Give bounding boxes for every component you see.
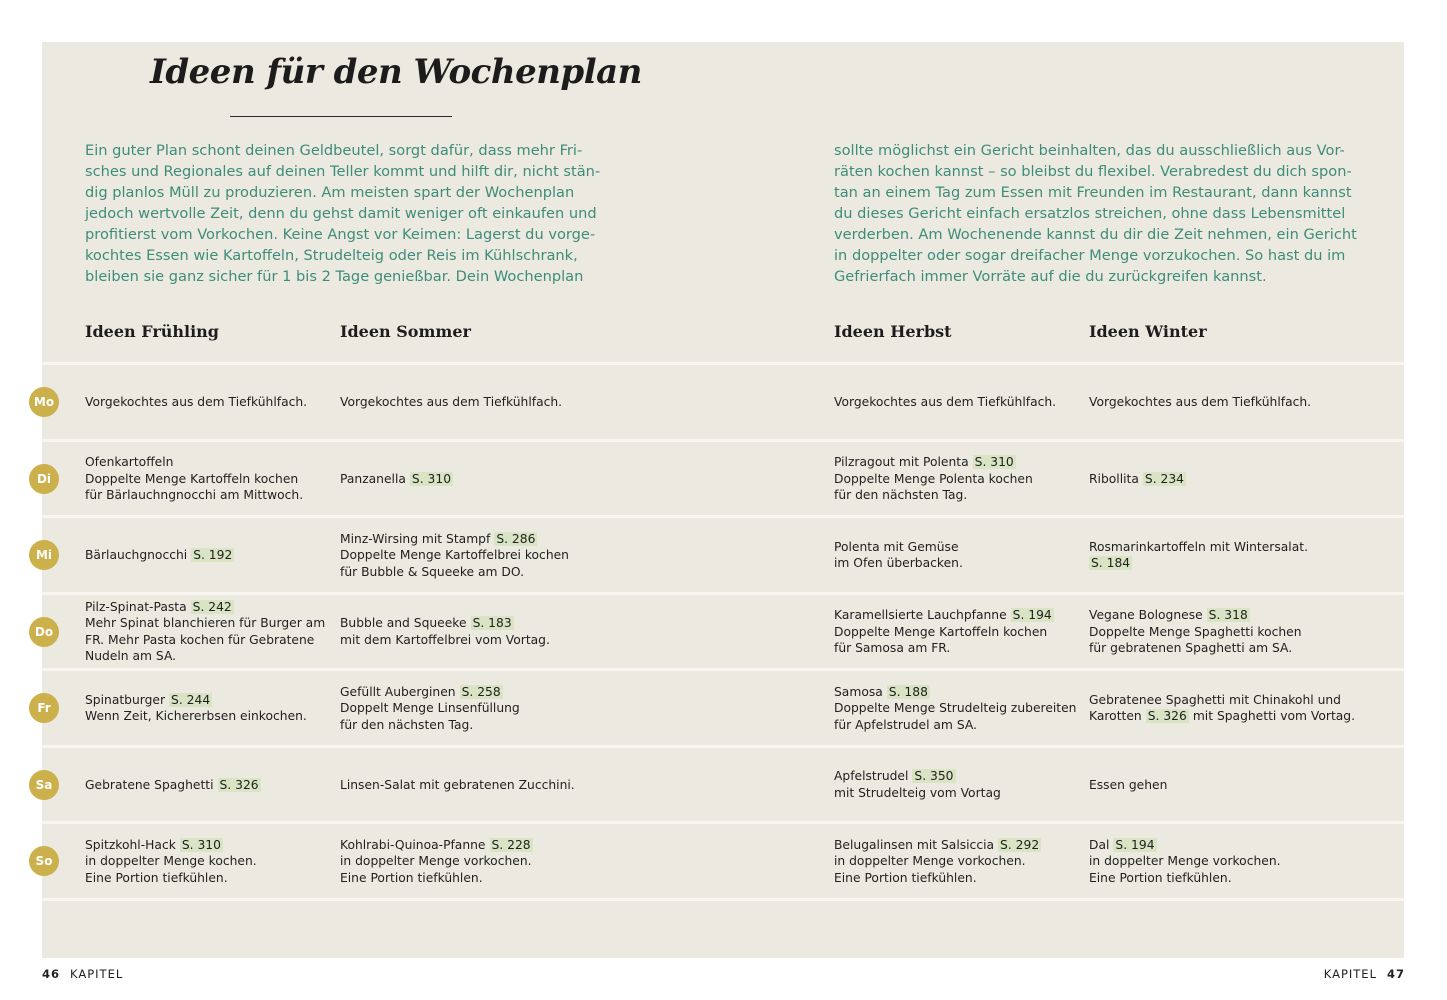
meal-line xyxy=(1089,624,1359,641)
meal-line xyxy=(834,454,1079,471)
meal-text: Doppelte Menge Kartoffeln kochen xyxy=(834,624,1048,639)
meal-line xyxy=(1089,708,1359,725)
meal-text: Mehr Spinat blanchieren für Burger am xyxy=(85,616,326,631)
intro-line: sches und Regionales auf deinen Teller kommt und hilft dir, nicht stän- xyxy=(85,163,601,180)
meal-cell-do-spring xyxy=(85,594,330,671)
day-badge-mo: Mo xyxy=(29,387,59,417)
meal-text: Spinatburger xyxy=(85,692,166,707)
page-reference: S. 292 xyxy=(1000,837,1040,852)
intro-line: tan an einem Tag zum Essen mit Freunden im Restaurant, dann kannst xyxy=(834,184,1352,201)
meal-text: in doppelter Menge vorkochen. xyxy=(340,854,532,868)
meal-line xyxy=(1089,777,1359,794)
intro-line: kochtes Essen wie Kartoffeln, Strudelteig oder Reis im Kühlschrank, xyxy=(85,247,578,264)
meal-text: mit dem Kartoffelbrei vom Vortag. xyxy=(340,632,550,647)
page-reference: S. 310 xyxy=(974,455,1014,469)
season-heading-winter: Ideen Winter xyxy=(1089,322,1207,341)
meal-text: Panzanella xyxy=(340,471,406,486)
meal-cell-so-summer xyxy=(340,823,590,900)
meal-line xyxy=(340,837,590,854)
meal-cell-mo-spring xyxy=(85,364,330,441)
meal-text: Doppelte Menge Spaghetti kochen xyxy=(1089,624,1302,639)
meal-line xyxy=(1089,539,1359,556)
meal-text: Kohlrabi-Quinoa-Pfanne xyxy=(340,837,486,852)
meal-line xyxy=(340,853,590,870)
page-reference: S. 310 xyxy=(181,837,221,852)
meal-line xyxy=(340,471,590,488)
meal-line xyxy=(834,607,1079,624)
meal-line xyxy=(85,777,330,794)
page-reference: S. 242 xyxy=(192,599,232,614)
meal-text: Doppelt Menge Linsenfüllung xyxy=(340,701,520,715)
meal-text: Polenta mit Gemüse xyxy=(834,539,959,554)
meal-line xyxy=(1089,837,1359,854)
meal-line xyxy=(1089,394,1359,411)
meal-text: Gefüllt Auberginen xyxy=(340,684,456,699)
meal-text: Belugalinsen mit Salsiccia xyxy=(834,837,995,852)
page-reference: S. 310 xyxy=(411,471,452,486)
meal-line xyxy=(85,853,330,870)
meal-text: Gebratene Spaghetti xyxy=(85,777,214,792)
meal-cell-di-spring xyxy=(85,441,330,518)
meal-text: Apfelstrudel xyxy=(834,769,909,784)
page-reference: S. 194 xyxy=(1012,608,1052,622)
meal-line xyxy=(834,394,1079,411)
day-badge-mi: Mi xyxy=(29,540,59,570)
intro-line: in doppelter oder sogar dreifacher Menge vorzukochen. So hast du im xyxy=(834,247,1346,264)
meal-text: Samosa xyxy=(834,684,883,699)
meal-line xyxy=(340,531,590,548)
meal-line xyxy=(85,615,330,632)
page-reference: S. 228 xyxy=(491,837,531,852)
intro-line: Gefrierfach immer Vorräte auf die du zurückgreifen kannst. xyxy=(834,268,1267,285)
meal-line xyxy=(834,768,1079,785)
meal-cell-mo-summer xyxy=(340,364,590,441)
intro-line: räten kochen kannst – so bleibst du flexibel. Verabredest du dich spon- xyxy=(834,163,1352,180)
meal-text: Essen gehen xyxy=(1089,777,1168,792)
page-reference: S. 326 xyxy=(1147,709,1187,724)
page-reference: S. 234 xyxy=(1144,471,1185,486)
meal-text: Doppelte Menge Polenta kochen xyxy=(834,471,1033,486)
meal-text-after: mit Spaghetti vom Vortag. xyxy=(1192,709,1356,724)
intro-line: jedoch wertvolle Zeit, denn du gehst damit weniger oft einkaufen und xyxy=(85,205,597,222)
meal-text: für den nächsten Tag. xyxy=(340,717,474,732)
meal-line xyxy=(834,640,1079,657)
meal-line xyxy=(85,394,330,411)
intro-text-left xyxy=(85,140,615,287)
meal-text: Wenn Zeit, Kichererbsen einkochen. xyxy=(85,709,307,724)
meal-text: FR. Mehr Pasta kochen für Gebratene xyxy=(85,632,315,647)
meal-line xyxy=(834,624,1079,641)
meal-cell-fr-summer xyxy=(340,670,590,747)
meal-line xyxy=(834,785,1079,802)
intro-line: verderben. Am Wochenende kannst du dir die Zeit nehmen, ein Gericht xyxy=(834,226,1357,243)
meal-line xyxy=(834,555,1079,572)
meal-line xyxy=(1089,607,1359,624)
meal-cell-sa-autumn xyxy=(834,747,1079,824)
meal-text: Spitzkohl-Hack xyxy=(85,837,176,852)
page-reference: S. 326 xyxy=(219,777,259,792)
meal-text: Linsen-Salat mit gebratenen Zucchini. xyxy=(340,777,575,792)
meal-line xyxy=(340,684,590,701)
meal-line xyxy=(340,700,590,717)
intro-text-right xyxy=(834,140,1364,287)
season-heading-autumn: Ideen Herbst xyxy=(834,322,952,341)
intro-line: sollte möglichst ein Gericht beinhalten, das du ausschließlich aus Vor- xyxy=(834,142,1345,159)
meal-text: Bärlauchgnocchi xyxy=(85,548,188,562)
intro-line: dig planlos Müll zu produzieren. Am meisten spart der Wochenplan xyxy=(85,184,575,201)
meal-cell-fr-spring xyxy=(85,670,330,747)
meal-cell-sa-winter xyxy=(1089,747,1359,824)
meal-text: Rosmarinkartoffeln mit Wintersalat. xyxy=(1089,539,1308,554)
meal-line xyxy=(1089,870,1359,887)
meal-line xyxy=(1089,692,1359,709)
meal-line xyxy=(834,471,1079,488)
footer-right xyxy=(1324,967,1405,981)
meal-cell-sa-spring xyxy=(85,747,330,824)
meal-cell-mi-winter xyxy=(1089,517,1359,594)
meal-line xyxy=(834,539,1079,556)
meal-cell-mi-autumn xyxy=(834,517,1079,594)
meal-text: mit Strudelteig vom Vortag xyxy=(834,785,1001,800)
meal-cell-mo-autumn xyxy=(834,364,1079,441)
meal-line xyxy=(834,684,1079,701)
day-badge-sa: Sa xyxy=(29,770,59,800)
meal-text: für Bubble & Squeeke am DO. xyxy=(340,564,524,579)
meal-line xyxy=(85,471,330,488)
meal-line xyxy=(85,547,330,564)
page-reference: S. 184 xyxy=(1091,556,1131,571)
meal-text: Eine Portion tiefkühlen. xyxy=(85,870,228,885)
meal-text: Gebratenee Spaghetti mit Chinakohl und xyxy=(1089,692,1341,707)
meal-line xyxy=(85,708,330,725)
meal-cell-do-autumn xyxy=(834,594,1079,671)
meal-cell-so-autumn xyxy=(834,823,1079,900)
meal-text: Dal xyxy=(1089,837,1110,852)
meal-line xyxy=(340,632,590,649)
meal-text: in doppelter Menge vorkochen. xyxy=(834,854,1026,868)
intro-line: bleiben sie ganz sicher für 1 bis 2 Tage genießbar. Dein Wochenplan xyxy=(85,268,584,285)
meal-line xyxy=(834,487,1079,504)
meal-text: für Bärlauchngnocchi am Mittwoch. xyxy=(85,488,304,502)
day-badge-fr: Fr xyxy=(29,693,59,723)
day-badge-do: Do xyxy=(29,617,59,647)
page-reference: S. 192 xyxy=(193,548,233,562)
meal-text: Nudeln am SA. xyxy=(85,649,177,664)
page-reference: S. 183 xyxy=(472,616,512,631)
page-reference: S. 258 xyxy=(461,684,501,699)
meal-cell-di-winter xyxy=(1089,441,1359,518)
page-reference: S. 188 xyxy=(888,684,928,699)
meal-line xyxy=(85,870,330,887)
meal-line xyxy=(1089,471,1359,488)
meal-cell-so-spring xyxy=(85,823,330,900)
intro-line: Ein guter Plan schont deinen Geldbeutel, sorgt dafür, dass mehr Fri- xyxy=(85,142,583,159)
meal-line xyxy=(340,777,590,794)
meal-text: Pilz-Spinat-Pasta xyxy=(85,599,187,614)
page-number-left: 46 xyxy=(42,967,61,981)
meal-line xyxy=(85,487,330,504)
meal-text: im Ofen überbacken. xyxy=(834,556,963,571)
chapter-label-left: KAPITEL xyxy=(70,967,124,981)
meal-text: Ribollita xyxy=(1089,471,1139,486)
meal-cell-so-winter xyxy=(1089,823,1359,900)
meal-line xyxy=(834,870,1079,887)
meal-cell-mo-winter xyxy=(1089,364,1359,441)
meal-text: Vorgekochtes aus dem Tiefkühlfach. xyxy=(85,395,308,409)
meal-cell-fr-winter xyxy=(1089,670,1359,747)
page-reference: S. 286 xyxy=(496,531,536,546)
meal-text: Karamellsierte Lauchpfanne xyxy=(834,608,1007,622)
meal-line xyxy=(834,837,1079,854)
meal-line xyxy=(85,837,330,854)
intro-line: profitierst vom Vorkochen. Keine Angst vor Keimen: Lagerst du vorge- xyxy=(85,226,596,243)
meal-line xyxy=(85,599,330,616)
meal-cell-fr-autumn xyxy=(834,670,1079,747)
meal-text: in doppelter Menge vorkochen. xyxy=(1089,854,1281,868)
meal-text: für Samosa am FR. xyxy=(834,641,951,655)
meal-text: Doppelte Menge Kartoffelbrei kochen xyxy=(340,548,569,562)
page-reference: S. 318 xyxy=(1208,608,1248,622)
meal-text: Ofenkartoffeln xyxy=(85,455,174,469)
meal-line xyxy=(1089,853,1359,870)
meal-line xyxy=(340,547,590,564)
meal-cell-sa-summer xyxy=(340,747,590,824)
meal-line xyxy=(834,853,1079,870)
intro-line: du dieses Gericht einfach ersatzlos streichen, ohne dass Lebensmittel xyxy=(834,205,1346,222)
meal-text: für gebratenen Spaghetti am SA. xyxy=(1089,641,1293,655)
meal-text: Eine Portion tiefkühlen. xyxy=(340,870,483,885)
meal-text: Minz-Wirsing mit Stampf xyxy=(340,531,491,546)
meal-cell-di-summer xyxy=(340,441,590,518)
page-reference: S. 350 xyxy=(914,769,954,784)
meal-text: Karotten xyxy=(1089,709,1142,724)
meal-line xyxy=(340,615,590,632)
meal-cell-mi-summer xyxy=(340,517,590,594)
meal-line xyxy=(834,717,1079,734)
meal-text: Doppelte Menge Kartoffeln kochen xyxy=(85,471,299,486)
meal-line xyxy=(340,870,590,887)
meal-text: in doppelter Menge kochen. xyxy=(85,854,257,868)
meal-text: für den nächsten Tag. xyxy=(834,488,968,502)
meal-text: Bubble and Squeeke xyxy=(340,616,467,631)
title-underline xyxy=(230,116,452,117)
season-heading-summer: Ideen Sommer xyxy=(340,322,471,341)
meal-text: Doppelte Menge Strudelteig zubereiten xyxy=(834,701,1077,715)
meal-line xyxy=(1089,640,1359,657)
meal-text: Pilzragout mit Polenta xyxy=(834,455,969,469)
meal-line xyxy=(85,632,330,649)
meal-line xyxy=(1089,555,1359,572)
meal-cell-do-summer xyxy=(340,594,590,671)
meal-line xyxy=(85,648,330,665)
page-reference: S. 244 xyxy=(171,692,211,707)
meal-text: für Apfelstrudel am SA. xyxy=(834,717,977,732)
page-title: Ideen für den Wochenplan xyxy=(150,52,642,92)
meal-line xyxy=(85,454,330,471)
meal-line xyxy=(340,394,590,411)
meal-cell-mi-spring xyxy=(85,517,330,594)
meal-text: Eine Portion tiefkühlen. xyxy=(1089,870,1232,885)
page-number-right: 47 xyxy=(1386,967,1405,981)
meal-text: Vorgekochtes aus dem Tiefkühlfach. xyxy=(834,395,1057,409)
season-heading-spring: Ideen Frühling xyxy=(85,322,219,341)
day-badge-di: Di xyxy=(29,464,59,494)
meal-cell-do-winter xyxy=(1089,594,1359,671)
page-reference: S. 194 xyxy=(1115,837,1155,852)
footer-left xyxy=(42,967,123,981)
meal-cell-di-autumn xyxy=(834,441,1079,518)
meal-line xyxy=(340,564,590,581)
meal-text: Vegane Bolognese xyxy=(1089,608,1203,622)
meal-line xyxy=(834,700,1079,717)
meal-text: Vorgekochtes aus dem Tiefkühlfach. xyxy=(1089,395,1312,409)
meal-text: Vorgekochtes aus dem Tiefkühlfach. xyxy=(340,395,563,409)
meal-line xyxy=(85,692,330,709)
day-badge-so: So xyxy=(29,846,59,876)
meal-text: Eine Portion tiefkühlen. xyxy=(834,870,977,885)
chapter-label-right: KAPITEL xyxy=(1323,967,1377,981)
meal-line xyxy=(340,717,590,734)
